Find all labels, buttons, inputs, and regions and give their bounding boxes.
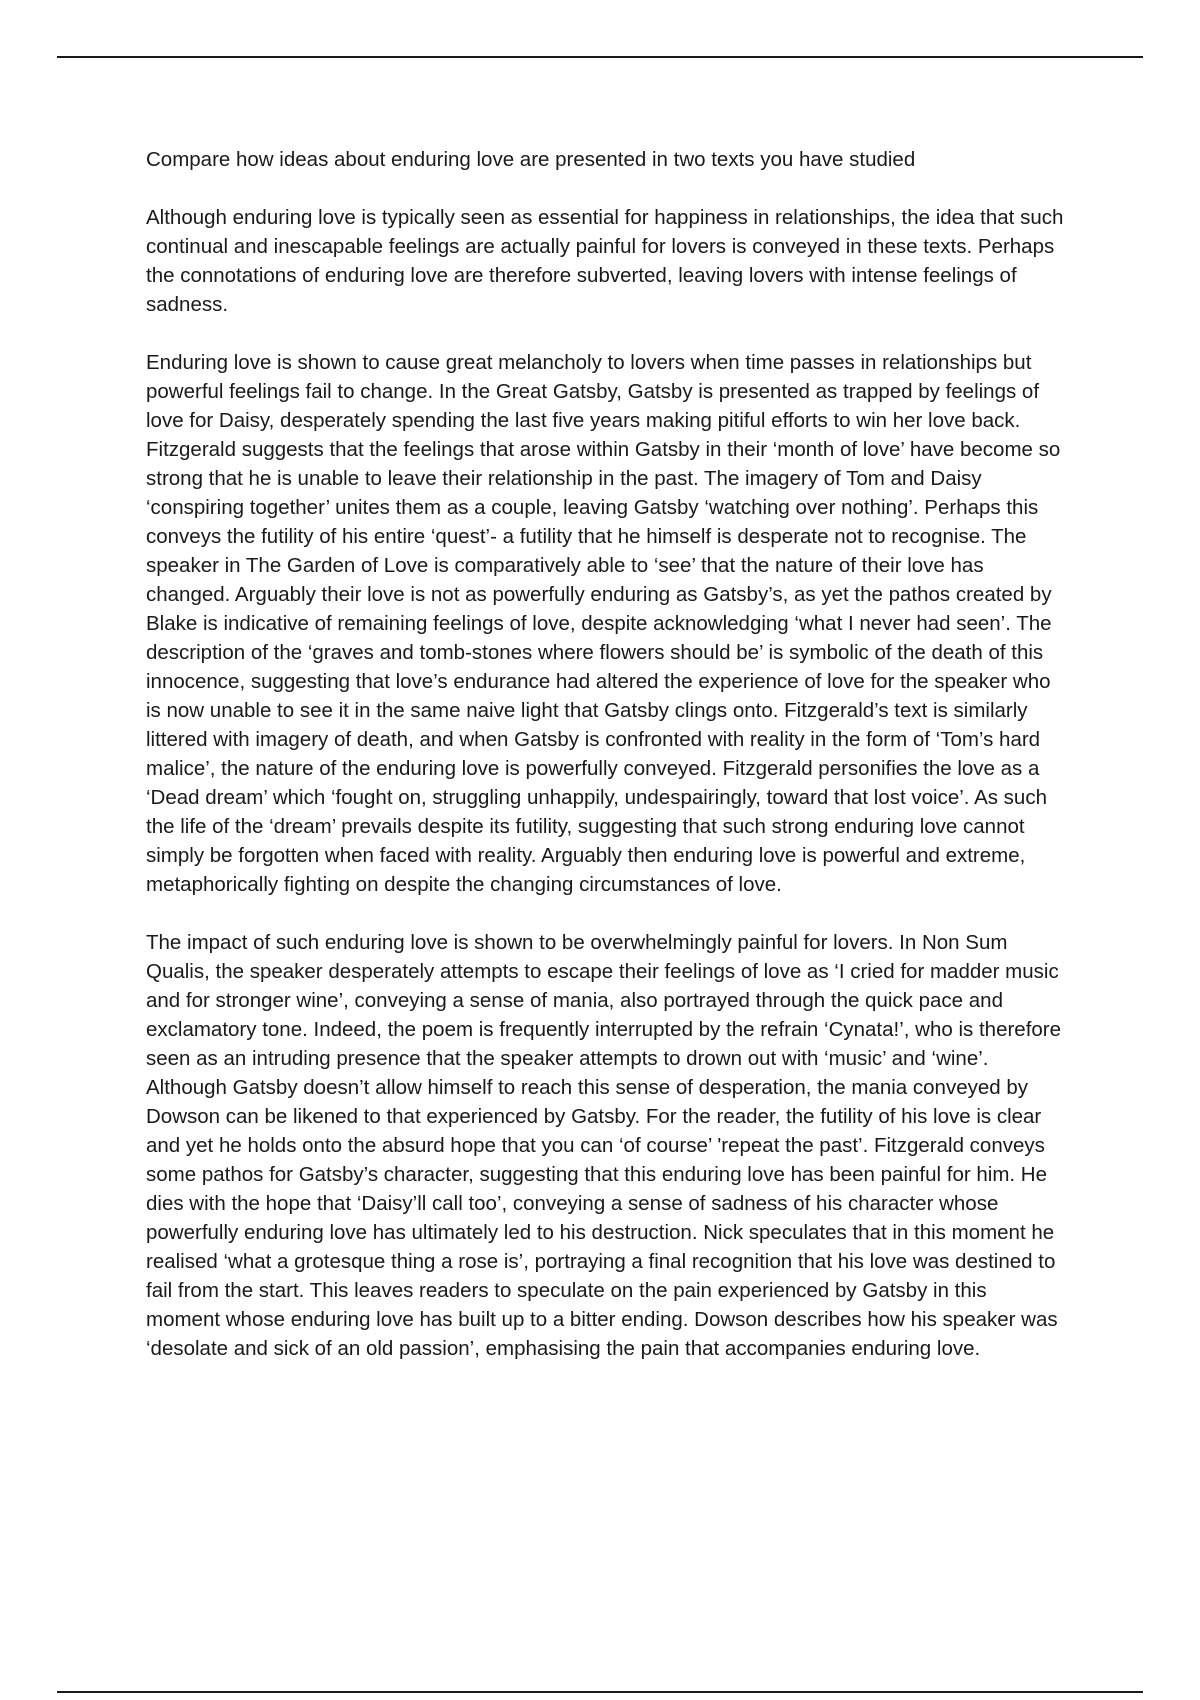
paragraph-impact: The impact of such enduring love is shown to be overwhelmingly painful for lovers. In Non Sum Qualis, the speaker desperately attempts to escape their feelings of love as ‘I cried for madder music and for stronger wine’, conveying a sense of mania, also portrayed through the quick pace and exclamatory tone. Indeed, the poem is frequently interrupted by the refrain ‘Cynata!’, who is therefore seen as an intruding presence that the speaker attempts to drown out with ‘music’ and ‘wine’. Although Gatsby doesn’t allow himself to reach this sense of desperation, the mania conveyed by Dowson can be likened to that experienced by Gatsby. For the reader, the futility of his love is clear and yet he holds onto the absurd hope that you can ‘of course’ 'repeat the past’. Fitzgerald conveys some pathos for Gatsby’s character, suggesting that this enduring love has been painful for him. He dies with the hope that ‘Daisy’ll call too’, conveying a sense of sadness of his character whose powerfully enduring love has ultimately led to his destruction. Nick speculates that in this moment he realised ‘what a grotesque thing a rose is’, portraying a final recognition that his love was destined to fail from the start. This leaves readers to speculate on the pain experienced by Gatsby in this moment whose enduring love has built up to a bitter ending. Dowson describes how his speaker was ‘desolate and sick of an old passion’, emphasising the pain that accompanies enduring love. [146,931,1062,1360]
essay-body [146,145,1066,1392]
paragraph-introduction: Although enduring love is typically seen as essential for happiness in relationships, the idea that such continual and inescapable feelings are actually painful for lovers is conveyed in these texts. Perhaps the connotations of enduring love are therefore subverted, leaving lovers with intense feelings of sadness. [146,206,1064,316]
bottom-rule [57,1691,1143,1693]
essay-question: Compare how ideas about enduring love are presented in two texts you have studied [146,148,916,171]
top-rule [57,56,1143,58]
paragraph-melancholy: Enduring love is shown to cause great melancholy to lovers when time passes in relationships but powerful feelings fail to change. In the Great Gatsby, Gatsby is presented as trapped by feelings of love for Daisy, desperately spending the last five years making pitiful efforts to win her love back. Fitzgerald suggests that the feelings that arose within Gatsby in their ‘month of love’ have become so strong that he is unable to leave their relationship in the past. The imagery of Tom and Daisy ‘conspiring together’ unites them as a couple, leaving Gatsby ‘watching over nothing’. Perhaps this conveys the futility of his entire ‘quest’- a futility that he himself is desperate not to recognise. The speaker in The Garden of Love is comparatively able to ‘see’ that the nature of their love has changed. Arguably their love is not as powerfully enduring as Gatsby’s, as yet the pathos created by Blake is indicative of remaining feelings of love, despite acknowledging ‘what I never had seen’. The description of the ‘graves and tomb-stones where flowers should be’ is symbolic of the death of this innocence, suggesting that love’s endurance had altered the experience of love for the speaker who is now unable to see it in the same naive light that Gatsby clings onto. Fitzgerald’s text is similarly littered with imagery of death, and when Gatsby is confronted with reality in the form of ‘Tom’s hard malice’, the nature of the enduring love is powerfully conveyed. Fitzgerald personifies the love as a ‘Dead dream’ which ‘fought on, struggling unhappily, undespairingly, toward that lost voice’. As such the life of the ‘dream’ prevails despite its futility, suggesting that such strong enduring love cannot simply be forgotten when faced with reality. Arguably then enduring love is powerful and extreme, metaphorically fighting on despite the changing circumstances of love. [146,351,1061,896]
